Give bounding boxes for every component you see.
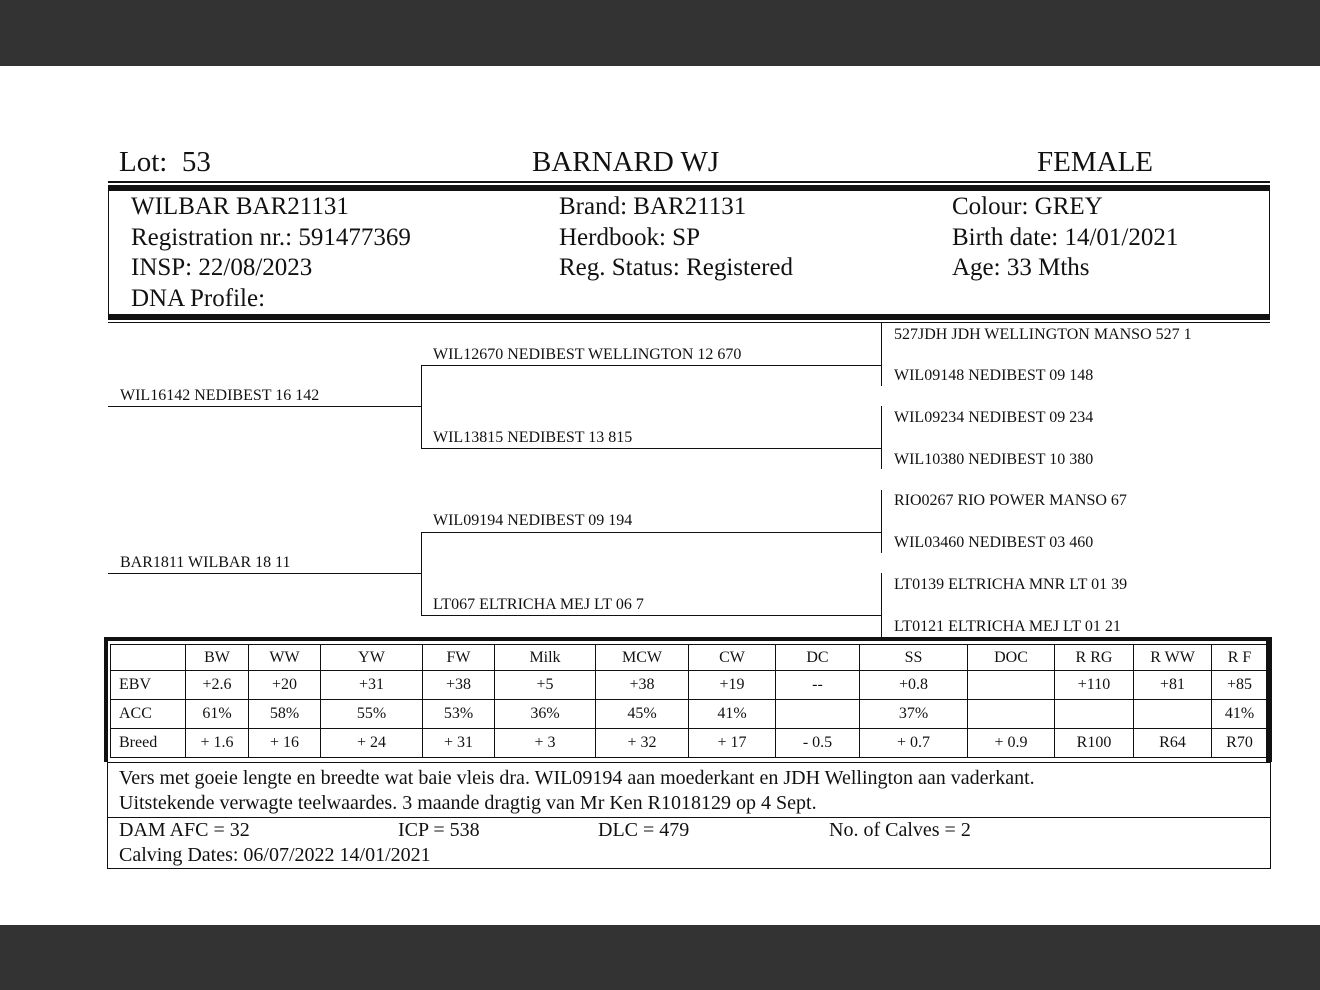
pedigree-ggp-7: LT0139 ELTRICHA MNR LT 01 39 bbox=[894, 576, 1128, 593]
table-cell: 41% bbox=[689, 700, 776, 729]
line-sire-sire bbox=[421, 365, 882, 366]
info-rule-thick bbox=[108, 314, 1270, 320]
pedigree-ggp-4: WIL10380 NEDIBEST 10 380 bbox=[894, 451, 1094, 468]
table-cell: +2.6 bbox=[186, 671, 249, 700]
pedigree-sire-dam: WIL13815 NEDIBEST 13 815 bbox=[433, 429, 633, 446]
col-header: SS bbox=[860, 645, 968, 671]
dam-calves: No. of Calves = 2 bbox=[829, 819, 971, 841]
pedigree-sire: WIL16142 NEDIBEST 16 142 bbox=[120, 387, 320, 404]
table-cell: 53% bbox=[423, 700, 495, 729]
table-cell: + 0.7 bbox=[860, 729, 968, 758]
table-cell: + 3 bbox=[495, 729, 596, 758]
line-sire-bracket bbox=[421, 365, 422, 449]
table-cell bbox=[1055, 700, 1134, 729]
row-label: ACC bbox=[111, 700, 186, 729]
table-cell: +81 bbox=[1134, 671, 1212, 700]
header-rule-thin bbox=[108, 181, 1270, 183]
info-left-border bbox=[108, 191, 109, 315]
top-bar bbox=[0, 0, 1320, 66]
table-cell: + 1.6 bbox=[186, 729, 249, 758]
table-cell: + 24 bbox=[321, 729, 423, 758]
col-header: R F bbox=[1212, 645, 1268, 671]
pedigree-sire-sire: WIL12670 NEDIBEST WELLINGTON 12 670 bbox=[433, 346, 742, 363]
remarks-divider bbox=[108, 817, 1270, 818]
col-header: WW bbox=[249, 645, 321, 671]
line-dam-bracket bbox=[421, 532, 422, 616]
line-sire-dam bbox=[421, 448, 882, 449]
col-header: DC bbox=[776, 645, 860, 671]
col-header: FW bbox=[423, 645, 495, 671]
pedigree-dam-sire: WIL09194 NEDIBEST 09 194 bbox=[433, 512, 633, 529]
table-row bbox=[111, 729, 1268, 758]
lot-label: Lot: 53 bbox=[119, 146, 211, 178]
table-cell: + 16 bbox=[249, 729, 321, 758]
table-cell: +31 bbox=[321, 671, 423, 700]
ebv-header-row bbox=[111, 645, 1268, 671]
table-cell bbox=[968, 700, 1055, 729]
table-cell bbox=[1134, 700, 1212, 729]
table-cell: 61% bbox=[186, 700, 249, 729]
table-cell: + 17 bbox=[689, 729, 776, 758]
table-cell: - 0.5 bbox=[776, 729, 860, 758]
line-ggp-bracket-2 bbox=[881, 406, 882, 469]
table-cell: +110 bbox=[1055, 671, 1134, 700]
pedigree-ggp-1: 527JDH JDH WELLINGTON MANSO 527 1 bbox=[894, 326, 1192, 343]
pedigree-dam: BAR1811 WILBAR 18 11 bbox=[120, 554, 291, 571]
table-row bbox=[111, 700, 1268, 729]
line-ggp-bracket-3 bbox=[881, 490, 882, 553]
breeder-name: BARNARD WJ bbox=[532, 146, 720, 178]
table-cell: 58% bbox=[249, 700, 321, 729]
col-header: Milk bbox=[495, 645, 596, 671]
table-cell: 37% bbox=[860, 700, 968, 729]
bottom-bar bbox=[0, 925, 1320, 990]
line-dam-dam bbox=[421, 615, 882, 616]
pedigree-ggp-8: LT0121 ELTRICHA MEJ LT 01 21 bbox=[894, 618, 1121, 635]
dna-profile: DNA Profile: bbox=[131, 285, 266, 312]
table-cell: + 31 bbox=[423, 729, 495, 758]
info-right-border bbox=[1269, 191, 1270, 315]
table-cell: +20 bbox=[249, 671, 321, 700]
ebv-corner-cell bbox=[111, 645, 186, 671]
table-cell: 36% bbox=[495, 700, 596, 729]
col-header: R WW bbox=[1134, 645, 1212, 671]
col-header: MCW bbox=[596, 645, 689, 671]
row-label: EBV bbox=[111, 671, 186, 700]
line-ggp-bracket-4 bbox=[881, 573, 882, 637]
inspection-date: INSP: 22/08/2023 bbox=[131, 254, 313, 281]
table-cell: +38 bbox=[596, 671, 689, 700]
line-ggp-bracket-1 bbox=[881, 323, 882, 386]
table-cell: + 0.9 bbox=[968, 729, 1055, 758]
line-dam-sire bbox=[421, 532, 882, 533]
pedigree-dam-dam: LT067 ELTRICHA MEJ LT 06 7 bbox=[433, 596, 644, 613]
herdbook: Herdbook: SP bbox=[559, 224, 700, 251]
registration-number: Registration nr.: 591477369 bbox=[131, 224, 411, 251]
table-cell: 55% bbox=[321, 700, 423, 729]
dam-icp: ICP = 538 bbox=[398, 819, 480, 841]
table-row bbox=[111, 671, 1268, 700]
calving-dates: Calving Dates: 06/07/2022 14/01/2021 bbox=[119, 844, 431, 866]
table-cell: + 32 bbox=[596, 729, 689, 758]
col-header: R RG bbox=[1055, 645, 1134, 671]
table-cell bbox=[776, 700, 860, 729]
table-cell: +19 bbox=[689, 671, 776, 700]
pedigree-ggp-3: WIL09234 NEDIBEST 09 234 bbox=[894, 409, 1094, 426]
info-rule-thin bbox=[108, 322, 1270, 323]
pedigree-ggp-2: WIL09148 NEDIBEST 09 148 bbox=[894, 367, 1094, 384]
pedigree-ggp-5: RIO0267 RIO POWER MANSO 67 bbox=[894, 492, 1127, 509]
col-header: CW bbox=[689, 645, 776, 671]
line-dam bbox=[108, 573, 422, 574]
line-sire bbox=[108, 406, 422, 407]
table-cell: +38 bbox=[423, 671, 495, 700]
dam-dlc: DLC = 479 bbox=[598, 819, 690, 841]
remarks-line-2: Uitstekende verwagte teelwaardes. 3 maande dragtig van Mr Ken R1018129 op 4 Sept. bbox=[119, 792, 817, 814]
animal-name: WILBAR BAR21131 bbox=[131, 193, 349, 220]
age: Age: 33 Mths bbox=[952, 254, 1090, 281]
header-rule-thick bbox=[108, 185, 1270, 191]
table-cell: +5 bbox=[495, 671, 596, 700]
table-cell: R100 bbox=[1055, 729, 1134, 758]
col-header: YW bbox=[321, 645, 423, 671]
table-cell: 45% bbox=[596, 700, 689, 729]
colour: Colour: GREY bbox=[952, 193, 1103, 220]
remarks-line-1: Vers met goeie lengte en breedte wat baie vleis dra. WIL09194 aan moederkant en JDH Wellington aan vaderkant. bbox=[119, 767, 1035, 789]
table-cell: -- bbox=[776, 671, 860, 700]
table-cell: R64 bbox=[1134, 729, 1212, 758]
table-cell: +0.8 bbox=[860, 671, 968, 700]
row-label: Breed bbox=[111, 729, 186, 758]
birth-date: Birth date: 14/01/2021 bbox=[952, 224, 1179, 251]
col-header: BW bbox=[186, 645, 249, 671]
col-header: DOC bbox=[968, 645, 1055, 671]
sex: FEMALE bbox=[1037, 146, 1153, 178]
ebv-table bbox=[110, 644, 1268, 758]
table-cell: 41% bbox=[1212, 700, 1268, 729]
dam-afc: DAM AFC = 32 bbox=[119, 819, 250, 841]
pedigree-ggp-6: WIL03460 NEDIBEST 03 460 bbox=[894, 534, 1094, 551]
lot-number: 53 bbox=[181, 146, 211, 178]
brand: Brand: BAR21131 bbox=[559, 193, 747, 220]
table-cell: R70 bbox=[1212, 729, 1268, 758]
table-cell: +85 bbox=[1212, 671, 1268, 700]
table-cell bbox=[968, 671, 1055, 700]
reg-status: Reg. Status: Registered bbox=[559, 254, 793, 281]
